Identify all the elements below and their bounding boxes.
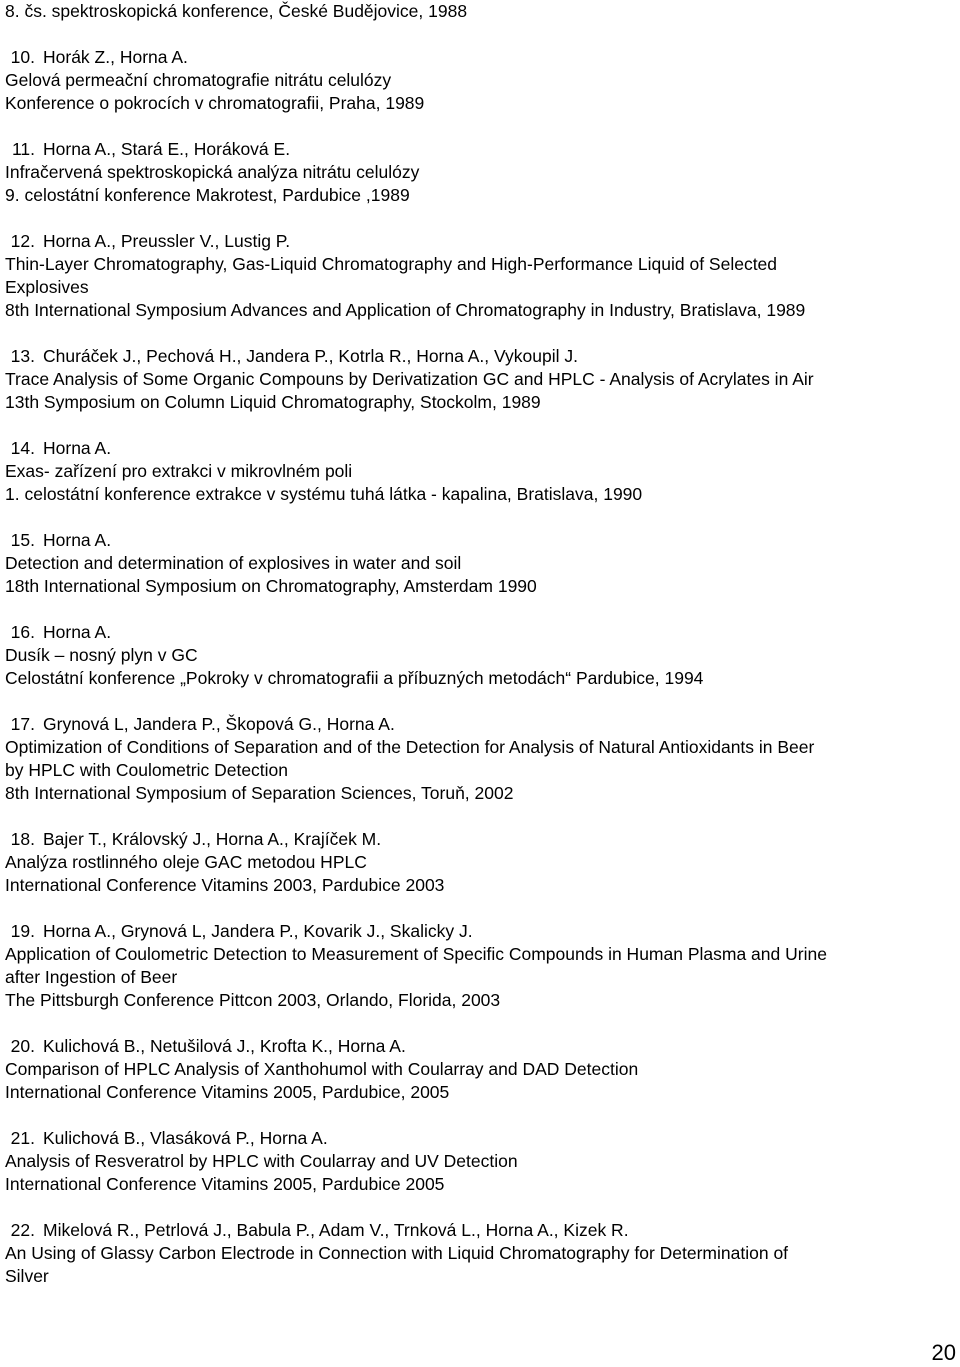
publication-entry [5,920,955,1012]
spacer [5,115,955,138]
entry-line: after Ingestion of Beer [5,967,178,987]
entry-authors: Horák Z., Horna A. [43,47,188,67]
publication-entry [5,621,955,690]
entry-line: Gelová permeační chromatografie nitrátu celulózy [5,70,392,90]
entry-line: Celostátní konference „Pokroky v chromatografii a příbuzných metodách“ Pardubice, 1994 [5,668,704,688]
entry-line: 8th International Symposium Advances and Application of Chromatography in Industry, Bratislava, 1989 [5,300,806,320]
entry-header [5,345,955,368]
entry-line: Infračervená spektroskopická analýza nitrátu celulózy [5,162,420,182]
entry-number: 19. [10,921,35,941]
entry-line: An Using of Glassy Carbon Electrode in Connection with Liquid Chromatography for Determination of [5,1243,789,1263]
entry-line: 13th Symposium on Column Liquid Chromatography, Stockolm, 1989 [5,392,541,412]
spacer [5,805,955,828]
entry-number: 13. [10,346,35,366]
entry-header [5,230,955,253]
spacer [5,23,955,46]
entry-header [5,529,955,552]
entry-line: Konference o pokrocích v chromatografii, Praha, 1989 [5,93,425,113]
spacer [5,1104,955,1127]
fragment-line: 8. čs. spektroskopická konference, České Budějovice, 1988 [5,1,468,21]
entry-line: Optimization of Conditions of Separation and of the Detection for Analysis of Natural Antioxidants in Beer [5,737,815,757]
spacer [5,1012,955,1035]
entry-line: International Conference Vitamins 2003, Pardubice 2003 [5,875,445,895]
entry-authors: Horna A., Grynová L, Jandera P., Kovarik J., Skalicky J. [43,921,473,941]
publication-entry [5,46,955,115]
entry-authors: Kulichová B., Vlasáková P., Horna A. [43,1128,328,1148]
spacer [5,414,955,437]
spacer [5,1196,955,1219]
entry-number: 20. [10,1036,35,1056]
entry-line: Trace Analysis of Some Organic Compouns by Derivatization GC and HPLC - Analysis of Acrylates in Air [5,369,814,389]
spacer [5,506,955,529]
publication-entry [5,529,955,598]
entry-number: 14. [10,438,35,458]
entry-authors: Grynová L, Jandera P., Škopová G., Horna A. [43,714,395,734]
publication-entry [5,1035,955,1104]
entry-authors: Churáček J., Pechová H., Jandera P., Kotrla R., Horna A., Vykoupil J. [43,346,578,366]
entry-line: 8th International Symposium of Separation Sciences, Toruň, 2002 [5,783,514,803]
entry-number: 18. [10,829,35,849]
page-number: 20 [931,1340,956,1365]
entry-line: Silver [5,1266,49,1286]
entry-line: Thin-Layer Chromatography, Gas-Liquid Chromatography and High-Performance Liquid of Selected [5,254,778,274]
entry-line: Explosives [5,277,89,297]
spacer [5,897,955,920]
entry-header [5,1035,955,1058]
entry-line: Analysis of Resveratrol by HPLC with Coularray and UV Detection [5,1151,518,1171]
entry-header [5,1127,955,1150]
entry-header [5,46,955,69]
publication-entry [5,345,955,414]
entry-number: 10. [10,47,35,67]
publication-entry [5,230,955,322]
entry-line: 1. celostátní konference extrakce v systému tuhá látka - kapalina, Bratislava, 1990 [5,484,643,504]
entry-number: 22. [10,1220,35,1240]
entry-line: International Conference Vitamins 2005, Pardubice, 2005 [5,1082,450,1102]
entry-authors: Mikelová R., Petrlová J., Babula P., Adam V., Trnková L., Horna A., Kizek R. [43,1220,629,1240]
entry-authors: Horna A. [43,622,112,642]
entry-line: by HPLC with Coulometric Detection [5,760,289,780]
entry-header [5,138,955,161]
entry-authors: Horna A. [43,438,112,458]
entry-number: 12. [10,231,35,251]
entry-header [5,828,955,851]
entry-line: The Pittsburgh Conference Pittcon 2003, Orlando, Florida, 2003 [5,990,501,1010]
entry-line: Comparison of HPLC Analysis of Xanthohumol with Coularray and DAD Detection [5,1059,639,1079]
entry-line: Detection and determination of explosives in water and soil [5,553,462,573]
entry-authors: Horna A., Stará E., Horáková E. [43,139,291,159]
entry-number: 15. [10,530,35,550]
entry-line: International Conference Vitamins 2005, Pardubice 2005 [5,1174,445,1194]
entry-line: 18th International Symposium on Chromatography, Amsterdam 1990 [5,576,537,596]
publication-entry [5,437,955,506]
entry-header [5,920,955,943]
entry-line: Analýza rostlinného oleje GAC metodou HPLC [5,852,367,872]
publication-entry [5,1219,955,1288]
spacer [5,690,955,713]
publication-entry [5,828,955,897]
spacer [5,207,955,230]
entry-authors: Kulichová B., Netušilová J., Krofta K., Horna A. [43,1036,406,1056]
entry-line: 9. celostátní konference Makrotest, Pardubice ,1989 [5,185,410,205]
entry-number: 16. [10,622,35,642]
entry-header [5,713,955,736]
publication-entry [5,1127,955,1196]
publication-entry [5,713,955,805]
spacer [5,598,955,621]
entry-number: 17. [10,714,35,734]
entry-number: 11. [11,139,35,159]
entry-number: 21. [10,1128,35,1148]
entry-authors: Bajer T., Královský J., Horna A., Krajíček M. [43,829,382,849]
publication-list [5,0,955,1288]
entry-line: Dusík – nosný plyn v GC [5,645,198,665]
entry-header [5,621,955,644]
entry-authors: Horna A. [43,530,112,550]
entry-header [5,437,955,460]
entry-line: Exas- zařízení pro extrakci v mikrovlném poli [5,461,353,481]
entry-header [5,1219,955,1242]
spacer [5,322,955,345]
entry-authors: Horna A., Preussler V., Lustig P. [43,231,291,251]
publication-entry [5,138,955,207]
entry-line: Application of Coulometric Detection to Measurement of Specific Compounds in Human Plasma and Urine [5,944,827,964]
